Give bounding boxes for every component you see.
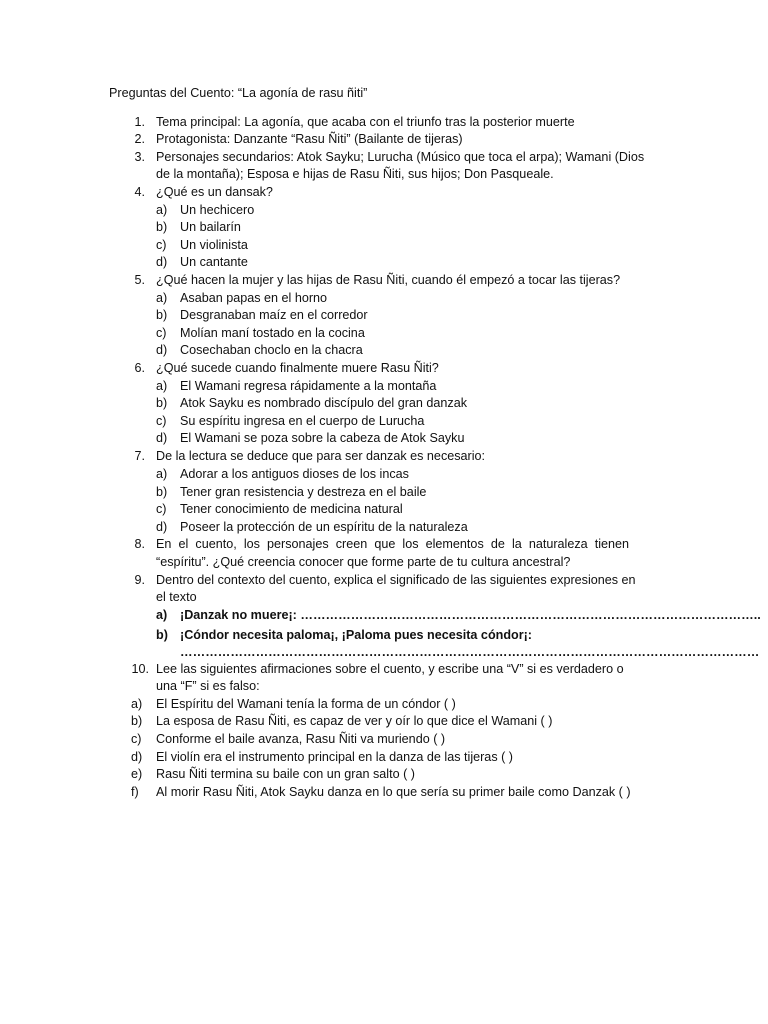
option-letter: d) — [156, 520, 168, 534]
option-text: Desgranaban maíz en el corredor — [180, 308, 368, 322]
option-letter: b) — [156, 220, 168, 234]
option-letter: b) — [156, 628, 168, 642]
statement-letter: b) — [131, 714, 143, 728]
question-number: 2. — [134, 132, 145, 146]
statement-letter: c) — [131, 732, 142, 746]
option-text: ¡Danzak no muere¡: ……………………………………………………………………………………………….. — [180, 608, 761, 622]
option-letter: d) — [156, 255, 168, 269]
option-text: Atok Sayku es nombrado discípulo del gran danzak — [180, 396, 468, 410]
question-text-cont: de la montaña); Esposa e hijas de Rasu Ñiti, sus hijos; Don Pasqueale. — [156, 167, 554, 181]
statement-text: La esposa de Rasu Ñiti, es capaz de ver y oír lo que dice el Wamani ( ) — [156, 714, 553, 728]
option-letter: a) — [156, 379, 168, 393]
option-text: Un bailarín — [180, 220, 241, 234]
option-letter: a) — [156, 608, 168, 622]
option-9b-answer-line — [180, 644, 760, 661]
option-letter: a) — [156, 291, 168, 305]
statement-letter: e) — [131, 767, 143, 781]
option-text: ¡Cóndor necesita paloma¡, ¡Paloma pues necesita cóndor¡: — [180, 628, 532, 642]
statement-letter: f) — [131, 785, 139, 799]
option-text: Asaban papas en el horno — [180, 291, 328, 305]
question-text: Lee las siguientes afirmaciones sobre el cuento, y escribe una “V” si es verdadero o — [156, 662, 624, 676]
answer-dotted-line: ………………………………………………………………………………………………………………………… — [180, 645, 760, 659]
question-text: De la lectura se deduce que para ser danzak es necesario: — [156, 449, 486, 463]
question-text: En el cuento, los personajes creen que los elementos de la naturaleza tienen — [156, 537, 630, 551]
option-text: Tener gran resistencia y destreza en el baile — [180, 485, 427, 499]
option-letter: b) — [156, 396, 168, 410]
question-number: 3. — [134, 150, 145, 164]
option-text: Un hechicero — [180, 203, 255, 217]
option-text: Adorar a los antiguos dioses de los incas — [180, 467, 409, 481]
question-number: 10. — [131, 662, 149, 676]
statement-text: Conforme el baile avanza, Rasu Ñiti va muriendo ( ) — [156, 732, 446, 746]
question-text: Tema principal: La agonía, que acaba con el triunfo tras la posterior muerte — [156, 115, 575, 129]
statement-letter: a) — [131, 697, 143, 711]
option-letter: a) — [156, 203, 168, 217]
option-text: Tener conocimiento de medicina natural — [180, 502, 403, 516]
option-letter: b) — [156, 308, 168, 322]
question-text: Protagonista: Danzante “Rasu Ñiti” (Bailante de tijeras) — [156, 132, 463, 146]
question-number: 4. — [134, 185, 145, 199]
question-text: ¿Qué hacen la mujer y las hijas de Rasu Ñiti, cuando él empezó a tocar las tijeras? — [156, 273, 621, 287]
question-number: 7. — [134, 449, 145, 463]
option-letter: c) — [156, 414, 167, 428]
option-text: Un cantante — [180, 255, 248, 269]
question-number: 1. — [134, 115, 145, 129]
statement-text: El Espíritu del Wamani tenía la forma de un cóndor ( ) — [156, 697, 456, 711]
question-text-cont: el texto — [156, 590, 197, 604]
question-number: 5. — [134, 273, 145, 287]
document-title: Preguntas del Cuento: “La agonía de rasu ñiti” — [109, 86, 368, 100]
question-number: 6. — [134, 361, 145, 375]
statement-text: Al morir Rasu Ñiti, Atok Sayku danza en lo que sería su primer baile como Danzak ( ) — [156, 785, 631, 799]
question-text-cont: una “F” si es falso: — [156, 679, 260, 693]
option-text: Poseer la protección de un espíritu de la naturaleza — [180, 520, 468, 534]
question-text: ¿Qué sucede cuando finalmente muere Rasu Ñiti? — [156, 361, 439, 375]
option-text: Cosechaban choclo en la chacra — [180, 343, 363, 357]
option-text: Un violinista — [180, 238, 248, 252]
statement-letter: d) — [131, 750, 143, 764]
option-text: Su espíritu ingresa en el cuerpo de Lurucha — [180, 414, 425, 428]
option-letter: d) — [156, 343, 168, 357]
option-letter: b) — [156, 485, 168, 499]
option-text: Molían maní tostado en la cocina — [180, 326, 365, 340]
question-text-cont: “espíritu”. ¿Qué creencia conocer que forme parte de tu cultura ancestral? — [156, 555, 571, 569]
question-number: 9. — [134, 573, 145, 587]
question-text: Personajes secundarios: Atok Sayku; Lurucha (Músico que toca el arpa); Wamani (Dios — [156, 150, 645, 164]
statement-text: El violín era el instrumento principal en la danza de las tijeras ( ) — [156, 750, 513, 764]
option-letter: a) — [156, 467, 168, 481]
option-letter: c) — [156, 326, 167, 340]
question-text: Dentro del contexto del cuento, explica el significado de las siguientes expresiones en — [156, 573, 636, 587]
question-number: 8. — [134, 537, 145, 551]
option-letter: c) — [156, 238, 167, 252]
question-text: ¿Qué es un dansak? — [156, 185, 273, 199]
option-text: El Wamani se poza sobre la cabeza de Atok Sayku — [180, 431, 465, 445]
option-letter: d) — [156, 431, 168, 445]
option-letter: c) — [156, 502, 167, 516]
option-text: El Wamani regresa rápidamente a la montaña — [180, 379, 437, 393]
statement-text: Rasu Ñiti termina su baile con un gran salto ( ) — [156, 767, 415, 781]
